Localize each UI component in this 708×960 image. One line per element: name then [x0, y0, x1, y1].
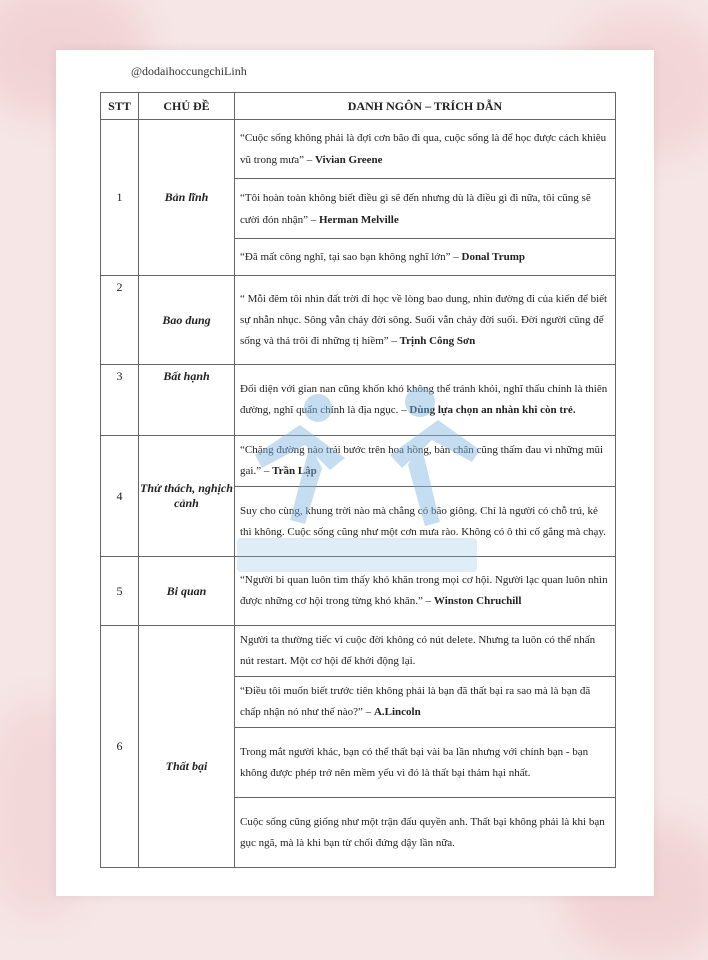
quote-cell	[235, 557, 616, 626]
table-row	[101, 276, 616, 365]
quote-text: Trong mắt người khác, bạn có thể thất bại vài ba lần nhưng với chính bạn - bạn không được phép trở nên mềm yếu vì đó là thất bại thảm hại nhất.	[240, 745, 589, 779]
author-handle: @dodaihoccungchiLinh	[131, 64, 247, 78]
header-quote: DANH NGÔN – TRÍCH DẪN	[235, 93, 616, 120]
row-topic: Bao dung	[139, 276, 235, 365]
quote-text: Người ta thường tiếc vì cuộc đời không có nút delete. Nhưng ta luôn có thể nhấn nút restart. Một cơ hội để khởi động lại.	[240, 634, 596, 667]
quote-cell	[235, 487, 616, 557]
row-topic: Bất hạnh	[139, 365, 235, 436]
quote-cell	[235, 276, 616, 365]
quote-text: “Đã mất công nghĩ, tại sao bạn không nghĩ lớn” –	[240, 251, 462, 263]
quote-author: Trần Lập	[272, 465, 317, 477]
quote-text: “Người bi quan luôn tìm thấy khó khăn trong mọi cơ hội. Người lạc quan luôn nhìn được những cơ hội trong từng khó khăn.” –	[240, 574, 608, 607]
table-row	[101, 626, 616, 677]
quote-author: A.Lincoln	[373, 706, 421, 718]
quote-author: Dùng lựa chọn an nhàn khi còn trẻ.	[409, 404, 576, 416]
header-topic: CHỦ ĐỀ	[139, 93, 235, 120]
row-topic: Bi quan	[139, 557, 235, 626]
table-header-row	[101, 93, 616, 120]
table-row	[101, 120, 616, 179]
quote-cell	[235, 365, 616, 436]
quote-text: “Tôi hoàn toàn không biết điều gì sẽ đến nhưng dù là điều gì đi nữa, tôi cũng sẽ cười đón nhận” –	[240, 191, 591, 226]
row-topic: Thử thách, nghịch cảnh	[139, 436, 235, 557]
quote-text: “Điều tôi muốn biết trước tiên không phải là bạn đã thất bại ra sao mà là bạn đã chấp nhận nó như thế nào?” –	[240, 685, 591, 718]
quote-text: “ Mỗi đêm tôi nhìn đất trời đi học về lòng bao dung, nhìn đường đi của kiến để biết sự nhẫn nhục. Sông vẫn chảy đời sông. Suối vẫn chảy đời suối. Đời người cũng để sống và thả trôi đi những tị hiềm” –	[240, 292, 608, 347]
row-number: 4	[101, 436, 139, 557]
quote-cell	[235, 239, 616, 276]
quote-text: Đối diện với gian nan cũng khốn khó không thể tránh khỏi, nghĩ thấu chính là thiên đường, nghĩ quẩn chính là địa ngục. –	[240, 383, 608, 416]
row-topic: Bản lĩnh	[139, 120, 235, 276]
quote-author: Winston Chruchill	[433, 595, 522, 607]
table-row	[101, 365, 616, 436]
row-number: 3	[101, 365, 139, 436]
quote-author: Donal Trump	[461, 251, 525, 263]
quote-author: Trịnh Công Sơn	[399, 334, 476, 347]
quote-text: Suy cho cùng, khung trời nào mà chẳng có bão giông. Chỉ là người có chỗ trú, kẻ thì không. Cuộc sống cũng như một cơn mưa rào. Không có ô thì cố gắng mà chạy.	[240, 504, 606, 538]
quote-cell	[235, 179, 616, 239]
quote-cell	[235, 436, 616, 487]
row-topic: Thất bại	[139, 626, 235, 868]
quote-author: Vivian Greene	[315, 154, 383, 166]
quote-cell	[235, 677, 616, 728]
row-number: 5	[101, 557, 139, 626]
row-number: 2	[101, 276, 139, 365]
table-row	[101, 557, 616, 626]
quote-text: Cuộc sống cũng giống như một trận đấu quyền anh. Thất bại không phải là khi bạn gục ngã, mà là khi bạn từ chối đứng dậy lần nữa.	[240, 815, 605, 849]
quote-cell	[235, 120, 616, 179]
header-stt: STT	[101, 93, 139, 120]
row-number: 6	[101, 626, 139, 868]
row-number: 1	[101, 120, 139, 276]
quote-author: Herman Melville	[318, 213, 399, 226]
quote-cell	[235, 798, 616, 868]
quote-text: “Cuộc sống không phải là đợi cơn bão đi qua, cuộc sống là để học được cách khiêu vũ trong mưa” –	[240, 132, 607, 166]
quote-cell	[235, 626, 616, 677]
quote-text: “Chặng đường nào trải bước trên hoa hồng, bàn chân cũng thấm đau vì những mũi gai.” –	[240, 444, 604, 477]
quotes-table	[100, 92, 616, 868]
table-row	[101, 436, 616, 487]
quote-cell	[235, 728, 616, 798]
